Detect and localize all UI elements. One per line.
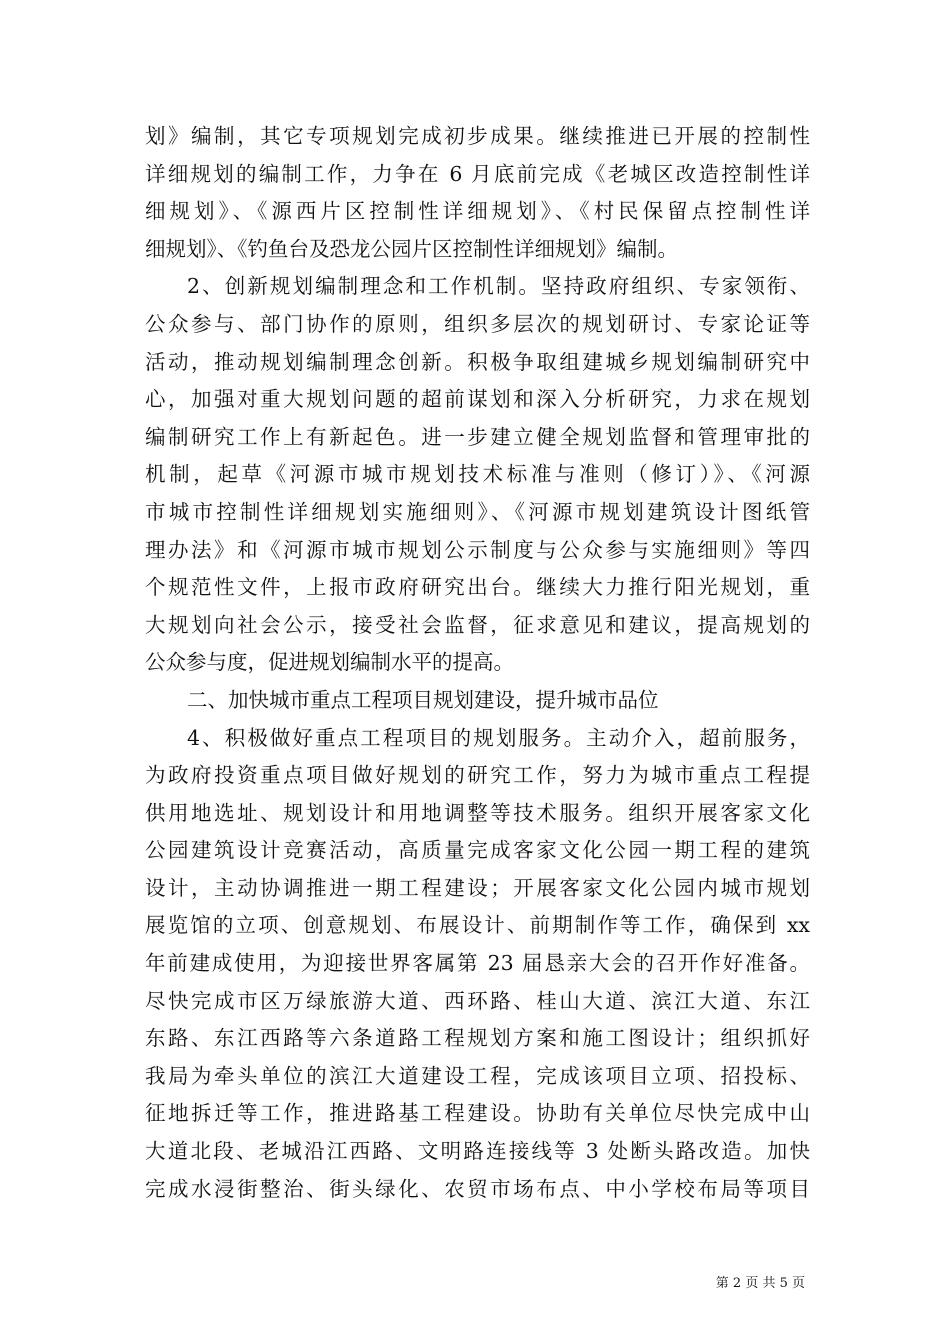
- text-line: 二、加快城市重点工程项目规划建设，提升城市品位: [187, 687, 659, 712]
- text-line: 公众参与、部门协作的原则，组织多层次的规划研讨、专家论证等: [145, 311, 810, 336]
- text-line: 展览馆的立项、创意规划、布展设计、前期制作等工作，确保到 xx: [145, 913, 810, 938]
- text-line: 个规范性文件，上报市政府研究出台。继续大力推行阳光规划，重: [145, 575, 810, 600]
- text-line: 完成水浸街整治、街头绿化、农贸市场布点、中小学校布局等项目: [145, 1176, 810, 1201]
- text-line: 详细规划的编制工作，力争在 6 月底前完成《老城区改造控制性详: [145, 161, 810, 186]
- text-line: 4、积极做好重点工程项目的规划服务。主动介入，超前服务，: [187, 725, 810, 750]
- text-line: 划》编制，其它专项规划完成初步成果。继续推进已开展的控制性: [145, 124, 810, 148]
- text-line: 公园建筑设计竞赛活动，高质量完成客家文化公园一期工程的建筑: [145, 838, 810, 863]
- text-line: 公众参与度，促进规划编制水平的提高。: [145, 650, 514, 675]
- text-line: 我局为牵头单位的滨江大道建设工程，完成该项目立项、招投标、: [145, 1063, 810, 1088]
- paragraph: [145, 720, 810, 1209]
- document-body: [145, 118, 810, 1208]
- paragraph: [145, 118, 810, 268]
- paragraph: [145, 268, 810, 682]
- text-line: 为政府投资重点项目做好规划的研究工作，努力为城市重点工程提: [145, 763, 810, 788]
- section-heading: [145, 682, 810, 720]
- text-line: 编制研究工作上有新起色。进一步建立健全规划监督和管理审批的: [145, 424, 810, 449]
- text-line: 市城市控制性详细规划实施细则》、《河源市规划建筑设计图纸管: [145, 499, 810, 524]
- text-line: 2、创新规划编制理念和工作机制。坚持政府组织、专家领衔、: [187, 274, 810, 299]
- text-line: 大规划向社会公示，接受社会监督，征求意见和建议，提高规划的: [145, 612, 810, 637]
- text-line: 理办法》和《河源市城市规划公示制度与公众参与实施细则》等四: [145, 537, 810, 562]
- text-line: 机制，起草《河源市城市规划技术标准与准则（修订）》、《河源: [145, 462, 810, 487]
- text-line: 活动，推动规划编制理念创新。积极争取组建城乡规划编制研究中: [145, 349, 810, 374]
- text-line: 心，加强对重大规划问题的超前谋划和深入分析研究，力求在规划: [145, 387, 810, 412]
- text-line: 东路、东江西路等六条道路工程规划方案和施工图设计；组织抓好: [145, 1026, 810, 1051]
- text-line: 细规划》、《源西片区控制性详细规划》、《村民保留点控制性详: [145, 199, 810, 224]
- text-line: 设计，主动协调推进一期工程建设；开展客家文化公园内城市规划: [145, 875, 810, 900]
- text-line: 征地拆迁等工作，推进路基工程建设。协助有关单位尽快完成中山: [145, 1101, 810, 1126]
- text-line: 供用地选址、规划设计和用地调整等技术服务。组织开展客家文化: [145, 800, 810, 825]
- text-line: 大道北段、老城沿江西路、文明路连接线等 3 处断头路改造。加快: [145, 1139, 810, 1164]
- text-line: 年前建成使用，为迎接世界客属第 23 届恳亲大会的召开作好准备。: [145, 951, 810, 976]
- text-line: 尽快完成市区万绿旅游大道、西环路、桂山大道、滨江大道、东江: [145, 988, 810, 1013]
- page-number: 第 2 页 共 5 页: [715, 1276, 805, 1291]
- text-line: 细规划》、《钓鱼台及恐龙公园片区控制性详细规划》编制。: [145, 236, 678, 261]
